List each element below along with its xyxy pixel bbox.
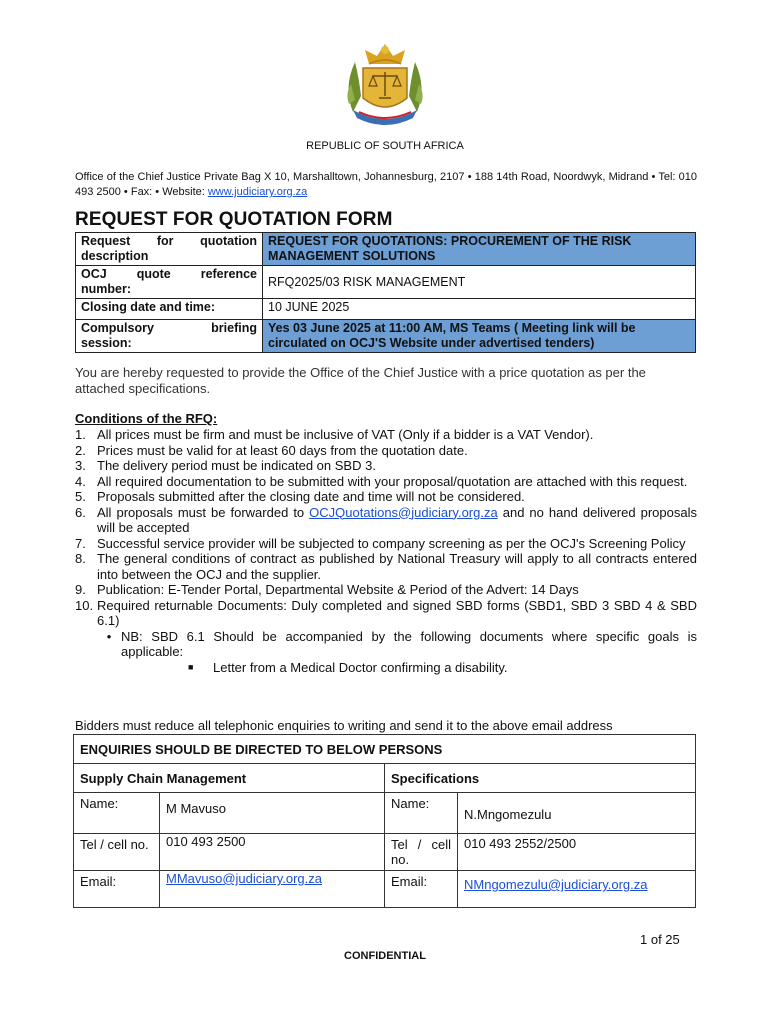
detail-value-text: RFQ2025/03 RISK MANAGEMENT [268,274,466,289]
conditions-list [75,427,697,675]
detail-value [263,266,696,299]
classification-footer: CONFIDENTIAL [344,950,426,962]
list-item [75,489,697,505]
list-item [75,427,697,443]
detail-label: Request for quotation description [76,233,263,266]
detail-label: OCJ quote reference number: [76,266,263,299]
spec-email-link[interactable]: NMngomezulu@judiciary.org.za [464,877,648,892]
table-row [74,764,696,793]
enquiries-table [73,734,696,908]
item-number: 8. [75,551,86,566]
bullet-square-icon: ■ [188,661,194,672]
item-text: Publication: E-Tender Portal, Departmental Website & Period of the Advert: 14 Days [97,582,579,597]
table-row [76,233,696,266]
name-label: Name: [385,793,458,834]
table-row [74,793,696,834]
tel-label: Tel / cell no. [74,834,160,871]
scm-contact-tel: 010 493 2500 [160,834,385,871]
form-title: REQUEST FOR QUOTATION FORM [75,209,393,230]
item-number: 4. [75,473,86,489]
bidders-instruction: Bidders must reduce all telephonic enquiries to writing and send it to the above email address [75,718,613,733]
website-link[interactable]: www.judiciary.org.za [207,186,308,198]
detail-value: 10 JUNE 2025 [263,299,696,320]
item-text: The general conditions of contract as published by National Treasury will apply to all contracts entered into between the OCJ and the supplier. [97,551,697,582]
list-item [75,551,697,582]
list-item [75,505,697,536]
item-text: Proposals submitted after the closing date and time will not be considered. [97,489,525,504]
item-text: The delivery period must be indicated on SBD 3. [97,458,376,473]
spec-contact-tel: 010 493 2552/2500 [458,834,696,871]
detail-value: REQUEST FOR QUOTATIONS: PROCUREMENT OF THE RISK MANAGEMENT SOLUTIONS [263,233,696,266]
table-row [76,299,696,320]
item-text [97,505,697,536]
scm-contact-name: M Mavuso [160,793,385,834]
specifications-heading: Specifications [385,764,696,793]
table-row [74,871,696,908]
list-item [75,598,697,629]
item-text-after: and no hand delivered proposals will be accepted [97,504,697,535]
list-item [75,536,697,552]
detail-label: Compulsory briefing session: [76,320,263,353]
item-text-before: All proposals must be forwarded to [97,504,310,520]
item-number: 6. [75,504,86,520]
item-text: Successful service provider will be subjected to company screening as per the OCJ's Screening Policy [97,535,686,551]
item-number: 3. [75,458,86,473]
quotations-email-link[interactable]: OCJQuotations@judiciary.org.za [309,504,498,520]
list-item [75,443,697,459]
list-item [75,458,697,474]
note-subitem-text: Letter from a Medical Doctor confirming a disability. [213,659,508,675]
nb-note-text: NB: SBD 6.1 Should be accompanied by the following documents where specific goals is applicable: [121,628,697,659]
name-label: Name: [74,793,160,834]
country-heading: REPUBLIC OF SOUTH AFRICA [306,140,464,152]
office-address [75,170,697,200]
detail-value: Yes 03 June 2025 at 11:00 AM, MS Teams ( Meeting link will be circulated on OCJ'S Website under advertised tenders) [263,320,696,353]
note-item [75,629,697,676]
conditions-title: Conditions of the RFQ: [75,411,218,426]
email-label: Email: [74,871,160,908]
table-row [76,320,696,353]
table-row [76,266,696,299]
office-text: Office of the Chief Justice Private Bag X 10, Marshalltown, Johannesburg, 2107 • 188 14th Road, Noordwyk, Midrand • Tel: 010 493 2500 • Fax: • Website: [75,171,697,198]
scm-email-link[interactable]: MMavuso@judiciary.org.za [166,871,323,886]
enquiries-heading: ENQUIRIES SHOULD BE DIRECTED TO BELOW PERSONS [74,735,696,764]
tel-label: Tel / cell no. [385,834,458,871]
item-text: All prices must be firm and must be inclusive of VAT (Only if a bidder is a VAT Vendor). [97,427,594,442]
item-text: Required returnable Documents: Duly completed and signed SBD forms (SBD1, SBD 3 SBD 4 & SBD 6.1) [97,597,697,628]
table-row [74,834,696,871]
spec-contact-name: N.Mngomezulu [458,793,696,834]
intro-paragraph: You are hereby requested to provide the Office of the Chief Justice with a price quotation as per the attached specifications. [75,365,646,396]
item-number: 1. [75,427,86,442]
list-item [75,474,697,490]
item-number: 7. [75,535,86,551]
item-number: 2. [75,442,86,458]
table-row [74,735,696,764]
item-text: Prices must be valid for at least 60 days from the quotation date. [97,442,468,458]
nb-note [97,629,697,660]
item-text: All required documentation to be submitted with your proposal/quotation are attached with this request. [97,473,688,489]
supply-chain-heading: Supply Chain Management [74,764,385,793]
page-number: 1 of 25 [640,932,680,947]
coat-of-arms-icon [339,38,431,128]
item-number: 9. [75,582,86,597]
spec-contact-email-cell [458,871,696,908]
detail-label: Closing date and time: [76,299,263,320]
item-number: 5. [75,489,86,504]
list-item [75,582,697,598]
email-label: Email: [385,871,458,908]
rfq-details-table [75,232,696,353]
scm-contact-email-cell [160,871,385,908]
item-number: 10. [75,597,94,613]
note-subitem [188,660,697,676]
bullet-dot-icon: • [106,628,112,644]
